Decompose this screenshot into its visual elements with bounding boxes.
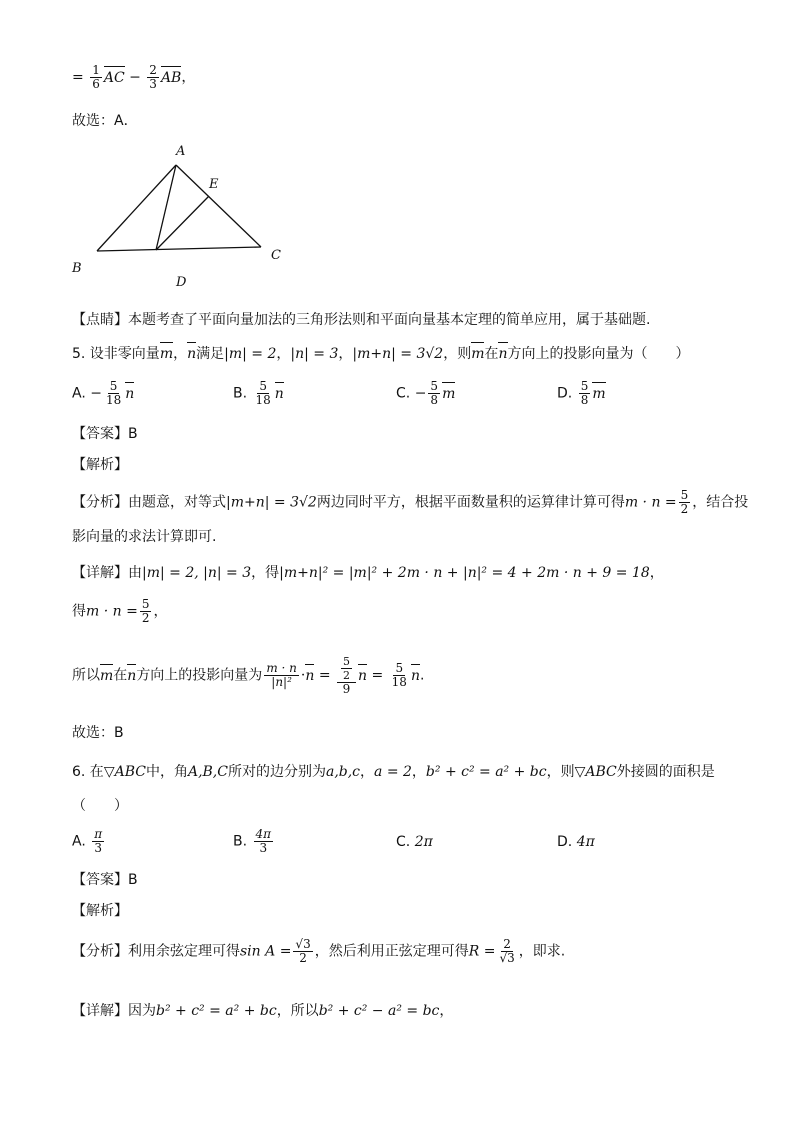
condition-1: |m| = 2: [224, 346, 277, 362]
fraction: $\frac{2}{3}$: [149, 63, 157, 91]
vector-m: m: [159, 346, 174, 362]
minus-sign: −: [129, 69, 141, 86]
comment-text: 本题考查了平面向量加法的三角形法则和平面向量基本定理的简单应用，属于基础题.: [128, 312, 651, 328]
vector-ac: AC: [103, 69, 125, 86]
triangle-diagram: [60, 138, 300, 293]
condition-3: |m+n| = 3√2: [352, 346, 444, 362]
segment-ad: [156, 165, 176, 250]
q5-option-c[interactable]: C. − $\frac{5}{8}$ m: [396, 379, 456, 407]
label-a: A: [176, 144, 186, 159]
q6-fenxi: 【分析】利用余弦定理可得sin A = $\frac{√3}{2}$ ，然后利用正弦定理可得R = $\frac{2}{√3}$ ，即求.: [72, 937, 566, 965]
previous-answer-line: 故选：A．: [72, 113, 138, 129]
q6-answer: 【答案】B: [72, 872, 138, 888]
edge-ac: [176, 165, 261, 247]
q5-xiangjie: 【详解】由|m| = 2, |n| = 3，得|m+n|² = |m|² + 2m · n + |n|² = 4 + 2m · n + 9 = 18，: [72, 565, 664, 581]
condition-2: |n| = 3: [290, 346, 339, 362]
q6-analysis-tag: 【解析】: [72, 903, 128, 919]
q5-option-b[interactable]: B. $\frac{5}{18}$ n: [233, 379, 284, 407]
label-b: B: [72, 261, 82, 276]
q5-answer: 【答案】B: [72, 426, 138, 442]
segment-de: [156, 196, 209, 250]
q5-de-line: 得m · n = $\frac{5}{2}$ ，: [72, 597, 168, 625]
q5-fenxi: 【分析】由题意，对等式|m+n| = 3√2两边同时平方，根据平面数量积的运算律计算可得m · n = $\frac{5}{2}$ ，结合投: [72, 488, 749, 516]
q6-option-a[interactable]: A. $\frac{\pi}{3}$: [72, 827, 103, 855]
equals-sign: =: [72, 69, 84, 86]
edge-bc: [97, 247, 261, 251]
q5-projection-line: 所以m在n方向上的投影向量为 $\frac{m \cdot n}{\text{|n|²}}$ ·n = $\frac{\frac{5}{2}}{9}$ n = $\frac{5}{18}$ n.: [72, 655, 425, 696]
q5-option-d[interactable]: D. $\frac{5}{8}$ m: [557, 379, 606, 407]
vector-m: m: [471, 346, 485, 362]
q5-choose: 故选：B: [72, 725, 124, 741]
label-c: C: [271, 248, 281, 263]
edge-ab: [97, 165, 176, 251]
q5-analysis-tag: 【解析】: [72, 457, 128, 473]
q5-option-a[interactable]: A. − $\frac{5}{18}$ n: [72, 379, 135, 407]
fraction: $\frac{1}{6}$: [92, 63, 100, 91]
vector-n: n: [187, 346, 197, 362]
q6-xiangjie: 【详解】因为b² + c² = a² + bc，所以b² + c² − a² = bc，: [72, 1003, 454, 1019]
q5-fenxi-line2: 影向量的求法计算即可.: [72, 529, 217, 545]
label-d: D: [176, 275, 187, 290]
answer-value: B: [128, 872, 138, 888]
vector-n: n: [498, 346, 508, 362]
top-formula: = $\frac{1}{6}$ AC − $\frac{2}{3}$ AB，: [72, 63, 196, 91]
comment-tag: 【点睛】: [72, 312, 128, 328]
question-6-stem: 6. 在▽ABC中，角A,B,C所对的边分别为a,b,c，a = 2，b² + c² = a² + bc，则▽ABC外接圆的面积是: [72, 764, 715, 780]
q6-option-c[interactable]: C. 2π: [396, 834, 433, 850]
previous-comment: [72, 309, 650, 329]
question-5-stem: 5. 设非零向量m，n满足|m| = 2，|n| = 3，|m+n| = 3√2，则m在n方向上的投影向量为（ ）: [72, 346, 690, 362]
vector-ab: AB: [160, 69, 182, 86]
label-e: E: [209, 177, 219, 192]
q6-paren: （ ）: [72, 798, 128, 814]
q6-option-b[interactable]: B. $\frac{4\pi}{3}$: [233, 827, 272, 855]
q6-option-d[interactable]: D. 4π: [557, 834, 595, 850]
answer-value: B: [128, 426, 138, 442]
